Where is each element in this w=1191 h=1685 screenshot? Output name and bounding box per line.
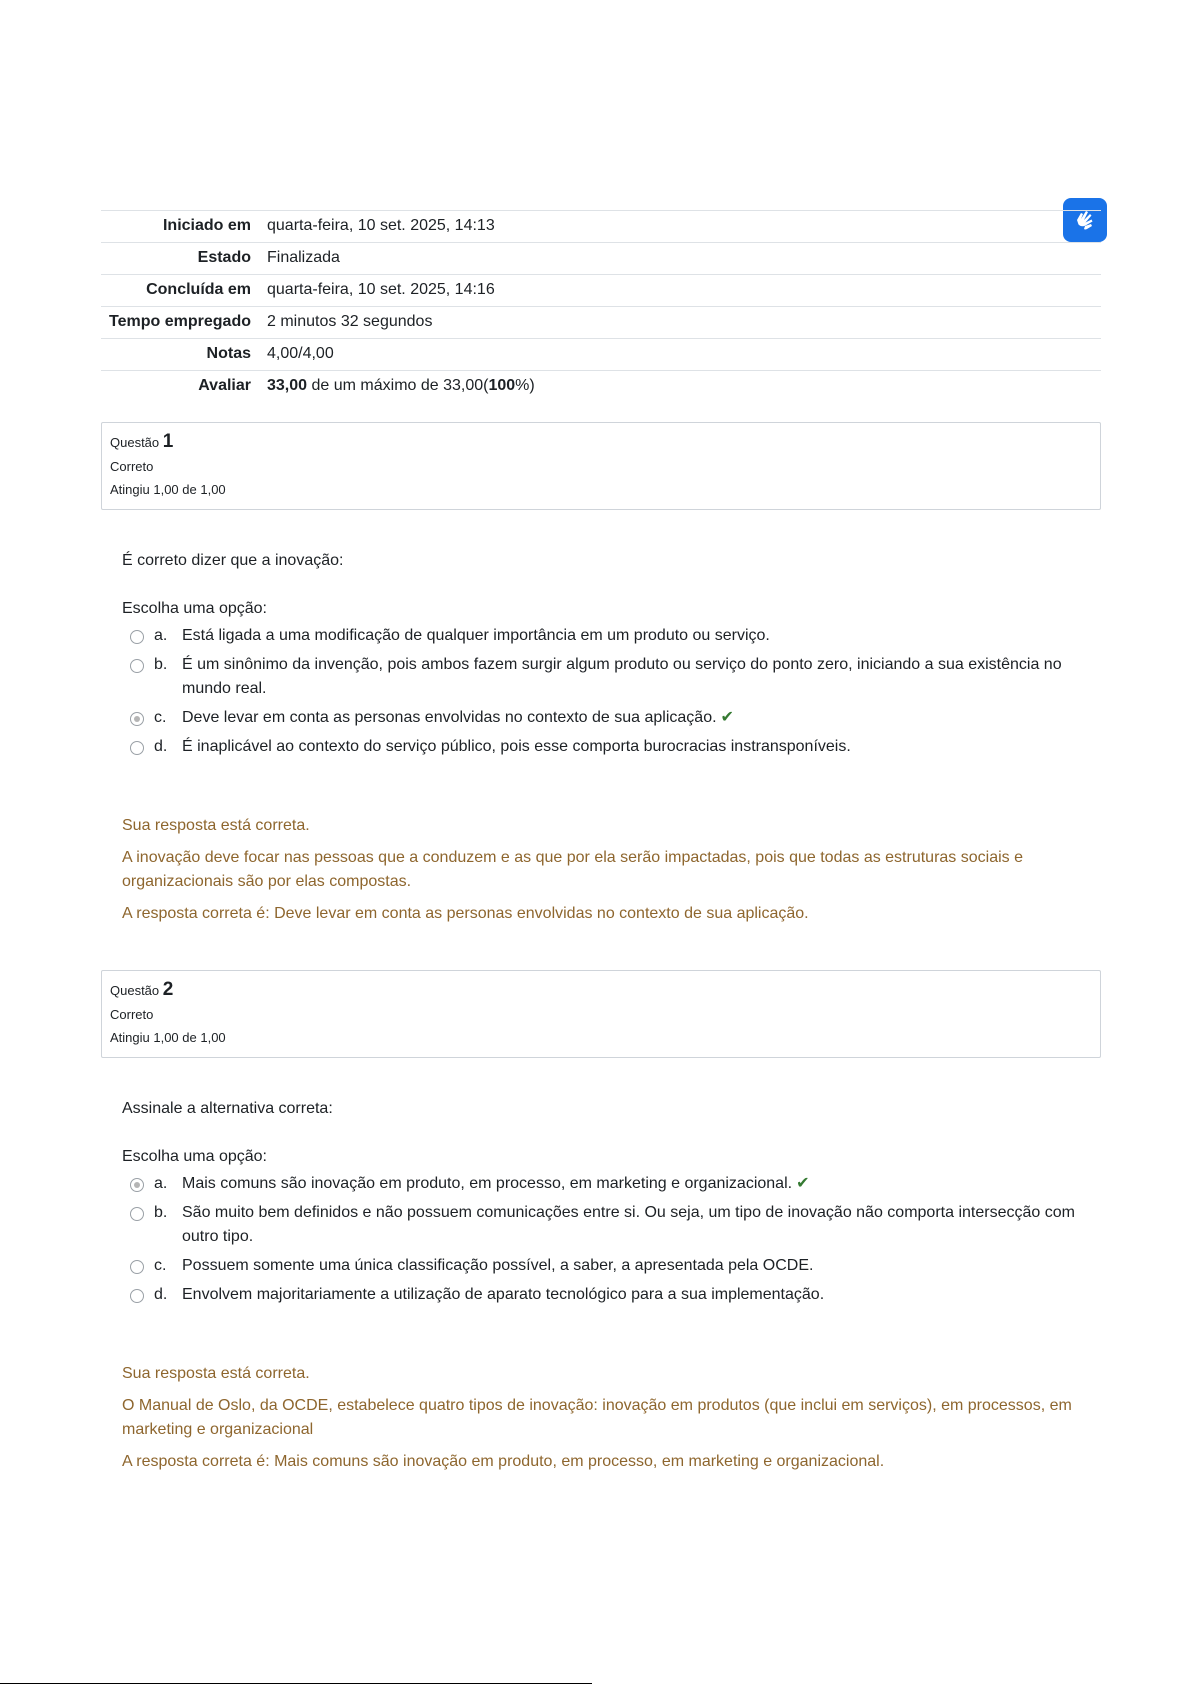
question-state: Correto [110, 459, 154, 474]
summary-value: quarta-feira, 10 set. 2025, 14:13 [259, 211, 1101, 243]
option-text-wrap [182, 706, 1080, 730]
grade-score: 33,00 [267, 377, 308, 394]
question-2 [101, 970, 1101, 1474]
summary-label: Estado [101, 243, 259, 275]
grade-label: Avaliar [101, 371, 259, 403]
answer-option[interactable] [130, 735, 1080, 759]
radio-button[interactable] [130, 1289, 144, 1303]
option-text-wrap [182, 1172, 1080, 1196]
option-letter: c. [154, 709, 167, 726]
question-number-value: 1 [162, 431, 174, 452]
radio-button[interactable] [130, 1207, 144, 1221]
check-icon: ✔ [720, 709, 734, 726]
summary-label: Iniciado em [101, 211, 259, 243]
answer-prompt: Escolha uma opção: [122, 600, 267, 617]
summary-row-grade [101, 371, 1101, 403]
feedback-status: Sua resposta está correta. [122, 817, 310, 834]
option-text: Mais comuns são inovação em produto, em processo, em marketing e organizacional. [182, 1175, 793, 1192]
answer-prompt: Escolha uma opção: [122, 1148, 267, 1165]
question-marks: Atingiu 1,00 de 1,00 [110, 482, 226, 497]
radio-button-selected[interactable] [130, 712, 144, 726]
attempt-summary [101, 210, 1101, 402]
question-number [110, 979, 1092, 1001]
option-text: Deve levar em conta as personas envolvidas no contexto de sua aplicação. [182, 709, 717, 726]
summary-row [101, 211, 1101, 243]
summary-row [101, 307, 1101, 339]
option-text: São muito bem definidos e não possuem comunicações entre si. Ou seja, um tipo de inovação não comporta intersecção com outro tipo. [182, 1204, 1075, 1245]
option-text: É um sinônimo da invenção, pois ambos fazem surgir algum produto ou serviço do ponto zero, iniciando a sua existência no mundo real. [182, 656, 1062, 697]
option-text: Envolvem majoritariamente a utilização de aparato tecnológico para a sua implementação. [182, 1286, 825, 1303]
answer-option[interactable] [130, 1201, 1080, 1249]
question-1 [101, 422, 1101, 926]
option-text: Possuem somente uma única classificação possível, a saber, a apresentada pela OCDE. [182, 1257, 814, 1274]
question-content [101, 1100, 1101, 1307]
answer-option[interactable] [130, 1254, 1080, 1278]
question-state: Correto [110, 1007, 154, 1022]
question-text: Assinale a alternativa correta: [122, 1100, 333, 1117]
feedback-right-answer: A resposta correta é: Deve levar em conta as personas envolvidas no contexto de sua aplicação. [122, 905, 809, 922]
summary-value: quarta-feira, 10 set. 2025, 14:16 [259, 275, 1101, 307]
grade-percent: 100 [488, 377, 516, 394]
summary-row [101, 243, 1101, 275]
feedback [101, 1362, 1101, 1474]
option-letter: b. [154, 656, 168, 673]
answer-option-selected[interactable] [130, 1172, 1080, 1196]
summary-row [101, 339, 1101, 371]
summary-label: Notas [101, 339, 259, 371]
feedback-general: O Manual de Oslo, da OCDE, estabelece quatro tipos de inovação: inovação em produtos (que inclui em serviços), em processos, em marketing e organizacional [122, 1397, 1072, 1438]
radio-button-selected[interactable] [130, 1178, 144, 1192]
summary-row [101, 275, 1101, 307]
option-letter: b. [154, 1204, 168, 1221]
question-label: Questão [110, 983, 160, 998]
option-letter: d. [154, 738, 168, 755]
question-number [110, 431, 1092, 453]
summary-value: Finalizada [259, 243, 1101, 275]
summary-value: 4,00/4,00 [259, 339, 1101, 371]
option-text: Está ligada a uma modificação de qualquer importância em um produto ou serviço. [182, 627, 770, 644]
page-footer-rule [0, 1683, 592, 1684]
answer-option[interactable] [130, 624, 1080, 648]
option-letter: c. [154, 1257, 167, 1274]
feedback [101, 814, 1101, 926]
feedback-status: Sua resposta está correta. [122, 1365, 310, 1382]
check-icon: ✔ [796, 1175, 810, 1192]
summary-label: Concluída em [101, 275, 259, 307]
feedback-general: A inovação deve focar nas pessoas que a conduzem e as que por ela serão impactadas, pois que todas as estruturas sociais e organizacionais são por elas compostas. [122, 849, 1023, 890]
review-page [101, 210, 1101, 1482]
question-text: É correto dizer que a inovação: [122, 552, 344, 569]
summary-label: Tempo empregado [101, 307, 259, 339]
answer-option[interactable] [130, 1283, 1080, 1307]
radio-button[interactable] [130, 659, 144, 673]
option-text: É inaplicável ao contexto do serviço público, pois esse comporta burocracias instransponíveis. [182, 738, 851, 755]
radio-button[interactable] [130, 741, 144, 755]
grade-end: %) [515, 377, 535, 394]
option-letter: a. [154, 627, 168, 644]
feedback-right-answer: A resposta correta é: Mais comuns são inovação em produto, em processo, em marketing e organizacional. [122, 1453, 885, 1470]
question-marks: Atingiu 1,00 de 1,00 [110, 1030, 226, 1045]
radio-button[interactable] [130, 630, 144, 644]
question-number-value: 2 [162, 979, 174, 1000]
option-letter: d. [154, 1286, 168, 1303]
grade-value [259, 371, 1101, 403]
grade-middle: de um máximo de 33,00( [307, 377, 489, 394]
question-info [101, 970, 1101, 1058]
question-label: Questão [110, 435, 160, 450]
question-info [101, 422, 1101, 510]
answer-option[interactable] [130, 653, 1080, 701]
option-letter: a. [154, 1175, 168, 1192]
radio-button[interactable] [130, 1260, 144, 1274]
answer-option-selected[interactable] [130, 706, 1080, 730]
summary-value: 2 minutos 32 segundos [259, 307, 1101, 339]
question-content [101, 552, 1101, 759]
